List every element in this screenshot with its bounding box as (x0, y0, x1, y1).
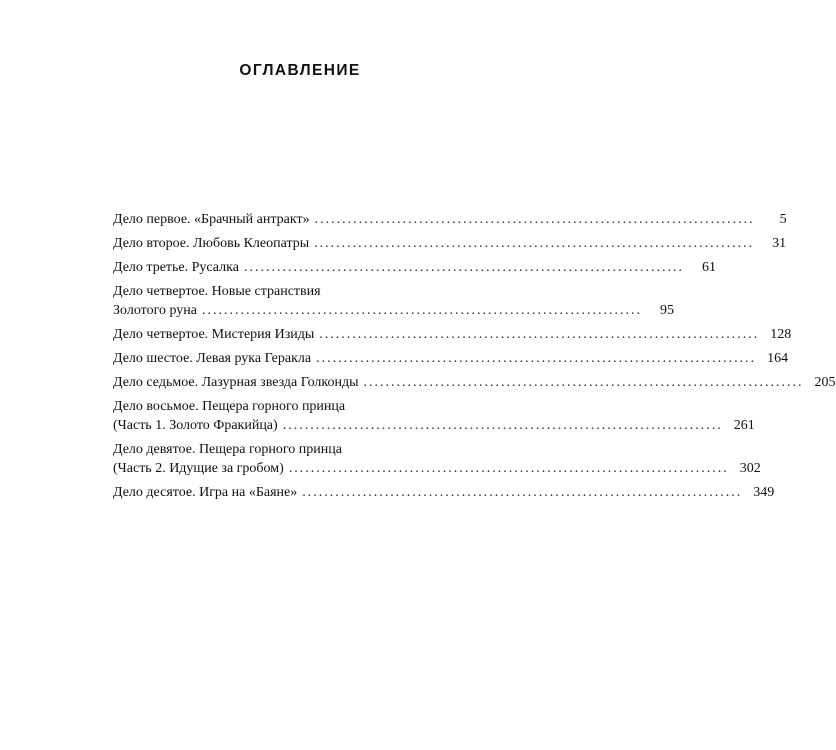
toc-entry-line (113, 301, 674, 320)
dot-leader: ................................................................................ (288, 461, 729, 476)
toc-entry (113, 210, 787, 229)
toc-entry (113, 483, 775, 502)
toc-page-number: 5 (779, 212, 787, 227)
toc-entry (113, 258, 716, 277)
toc-entry-title: Дело первое. «Брачный антракт» (113, 212, 310, 227)
toc-page-number: 31 (772, 236, 787, 251)
dot-leader: ................................................................................ (201, 303, 642, 318)
toc-entry-title: Дело четвертое. Новые странствия (113, 284, 321, 299)
toc-entry-line (113, 349, 789, 368)
dot-leader: ................................................................................ (302, 485, 743, 500)
toc-entry (113, 397, 755, 435)
toc-entry-title: Дело третье. Русалка (113, 260, 239, 275)
toc-page-number: 61 (701, 260, 716, 275)
table-of-contents (113, 210, 836, 507)
toc-entry-line (113, 325, 792, 344)
toc-entry-line (113, 234, 787, 253)
toc-entry-line (113, 258, 716, 277)
toc-entry-line-continued (113, 282, 443, 301)
toc-entry-title: Дело девятое. Пещера горного принца (113, 442, 342, 457)
toc-entry-line (113, 416, 755, 435)
toc-page-number: 205 (814, 375, 836, 390)
toc-entry-title: Дело второе. Любовь Клеопатры (113, 236, 310, 251)
dot-leader: ................................................................................ (363, 375, 804, 390)
toc-entry-title: Дело десятое. Игра на «Баяне» (113, 485, 298, 500)
toc-entry (113, 282, 674, 320)
toc-entry-title: (Часть 2. Идущие за гробом) (113, 461, 284, 476)
dot-leader: ................................................................................ (319, 327, 760, 342)
toc-entry-line (113, 373, 836, 392)
toc-entry-line (113, 483, 775, 502)
toc-entry (113, 234, 787, 253)
toc-entry (113, 373, 836, 392)
toc-entry (113, 349, 789, 368)
toc-entry-title: Золотого руна (113, 303, 197, 318)
toc-page-number: 349 (753, 485, 775, 500)
dot-leader: ................................................................................ (282, 418, 723, 433)
toc-entry-line (113, 210, 787, 229)
dot-leader: ................................................................................ (314, 212, 755, 227)
toc-entry-title: (Часть 1. Золото Фракийца) (113, 418, 278, 433)
toc-page-number: 302 (739, 461, 761, 476)
dot-leader: ................................................................................ (316, 351, 757, 366)
toc-entry-title: Дело восьмое. Пещера горного принца (113, 399, 346, 414)
dot-leader: ................................................................................ (243, 260, 684, 275)
toc-entry-line-continued (113, 440, 443, 459)
toc-page-number: 164 (767, 351, 789, 366)
toc-entry-title: Дело четвертое. Мистерия Изиды (113, 327, 315, 342)
toc-entry (113, 325, 792, 344)
toc-page-number: 128 (770, 327, 792, 342)
toc-page-number: 261 (733, 418, 755, 433)
toc-entry-line-continued (113, 397, 443, 416)
toc-entry (113, 440, 761, 478)
toc-page-number: 95 (659, 303, 674, 318)
toc-entry-title: Дело седьмое. Лазурная звезда Голконды (113, 375, 359, 390)
toc-heading: ОГЛАВЛЕНИЕ (239, 62, 361, 79)
dot-leader: ................................................................................ (314, 236, 755, 251)
toc-entry-title: Дело шестое. Левая рука Геракла (113, 351, 312, 366)
toc-entry-line (113, 459, 761, 478)
